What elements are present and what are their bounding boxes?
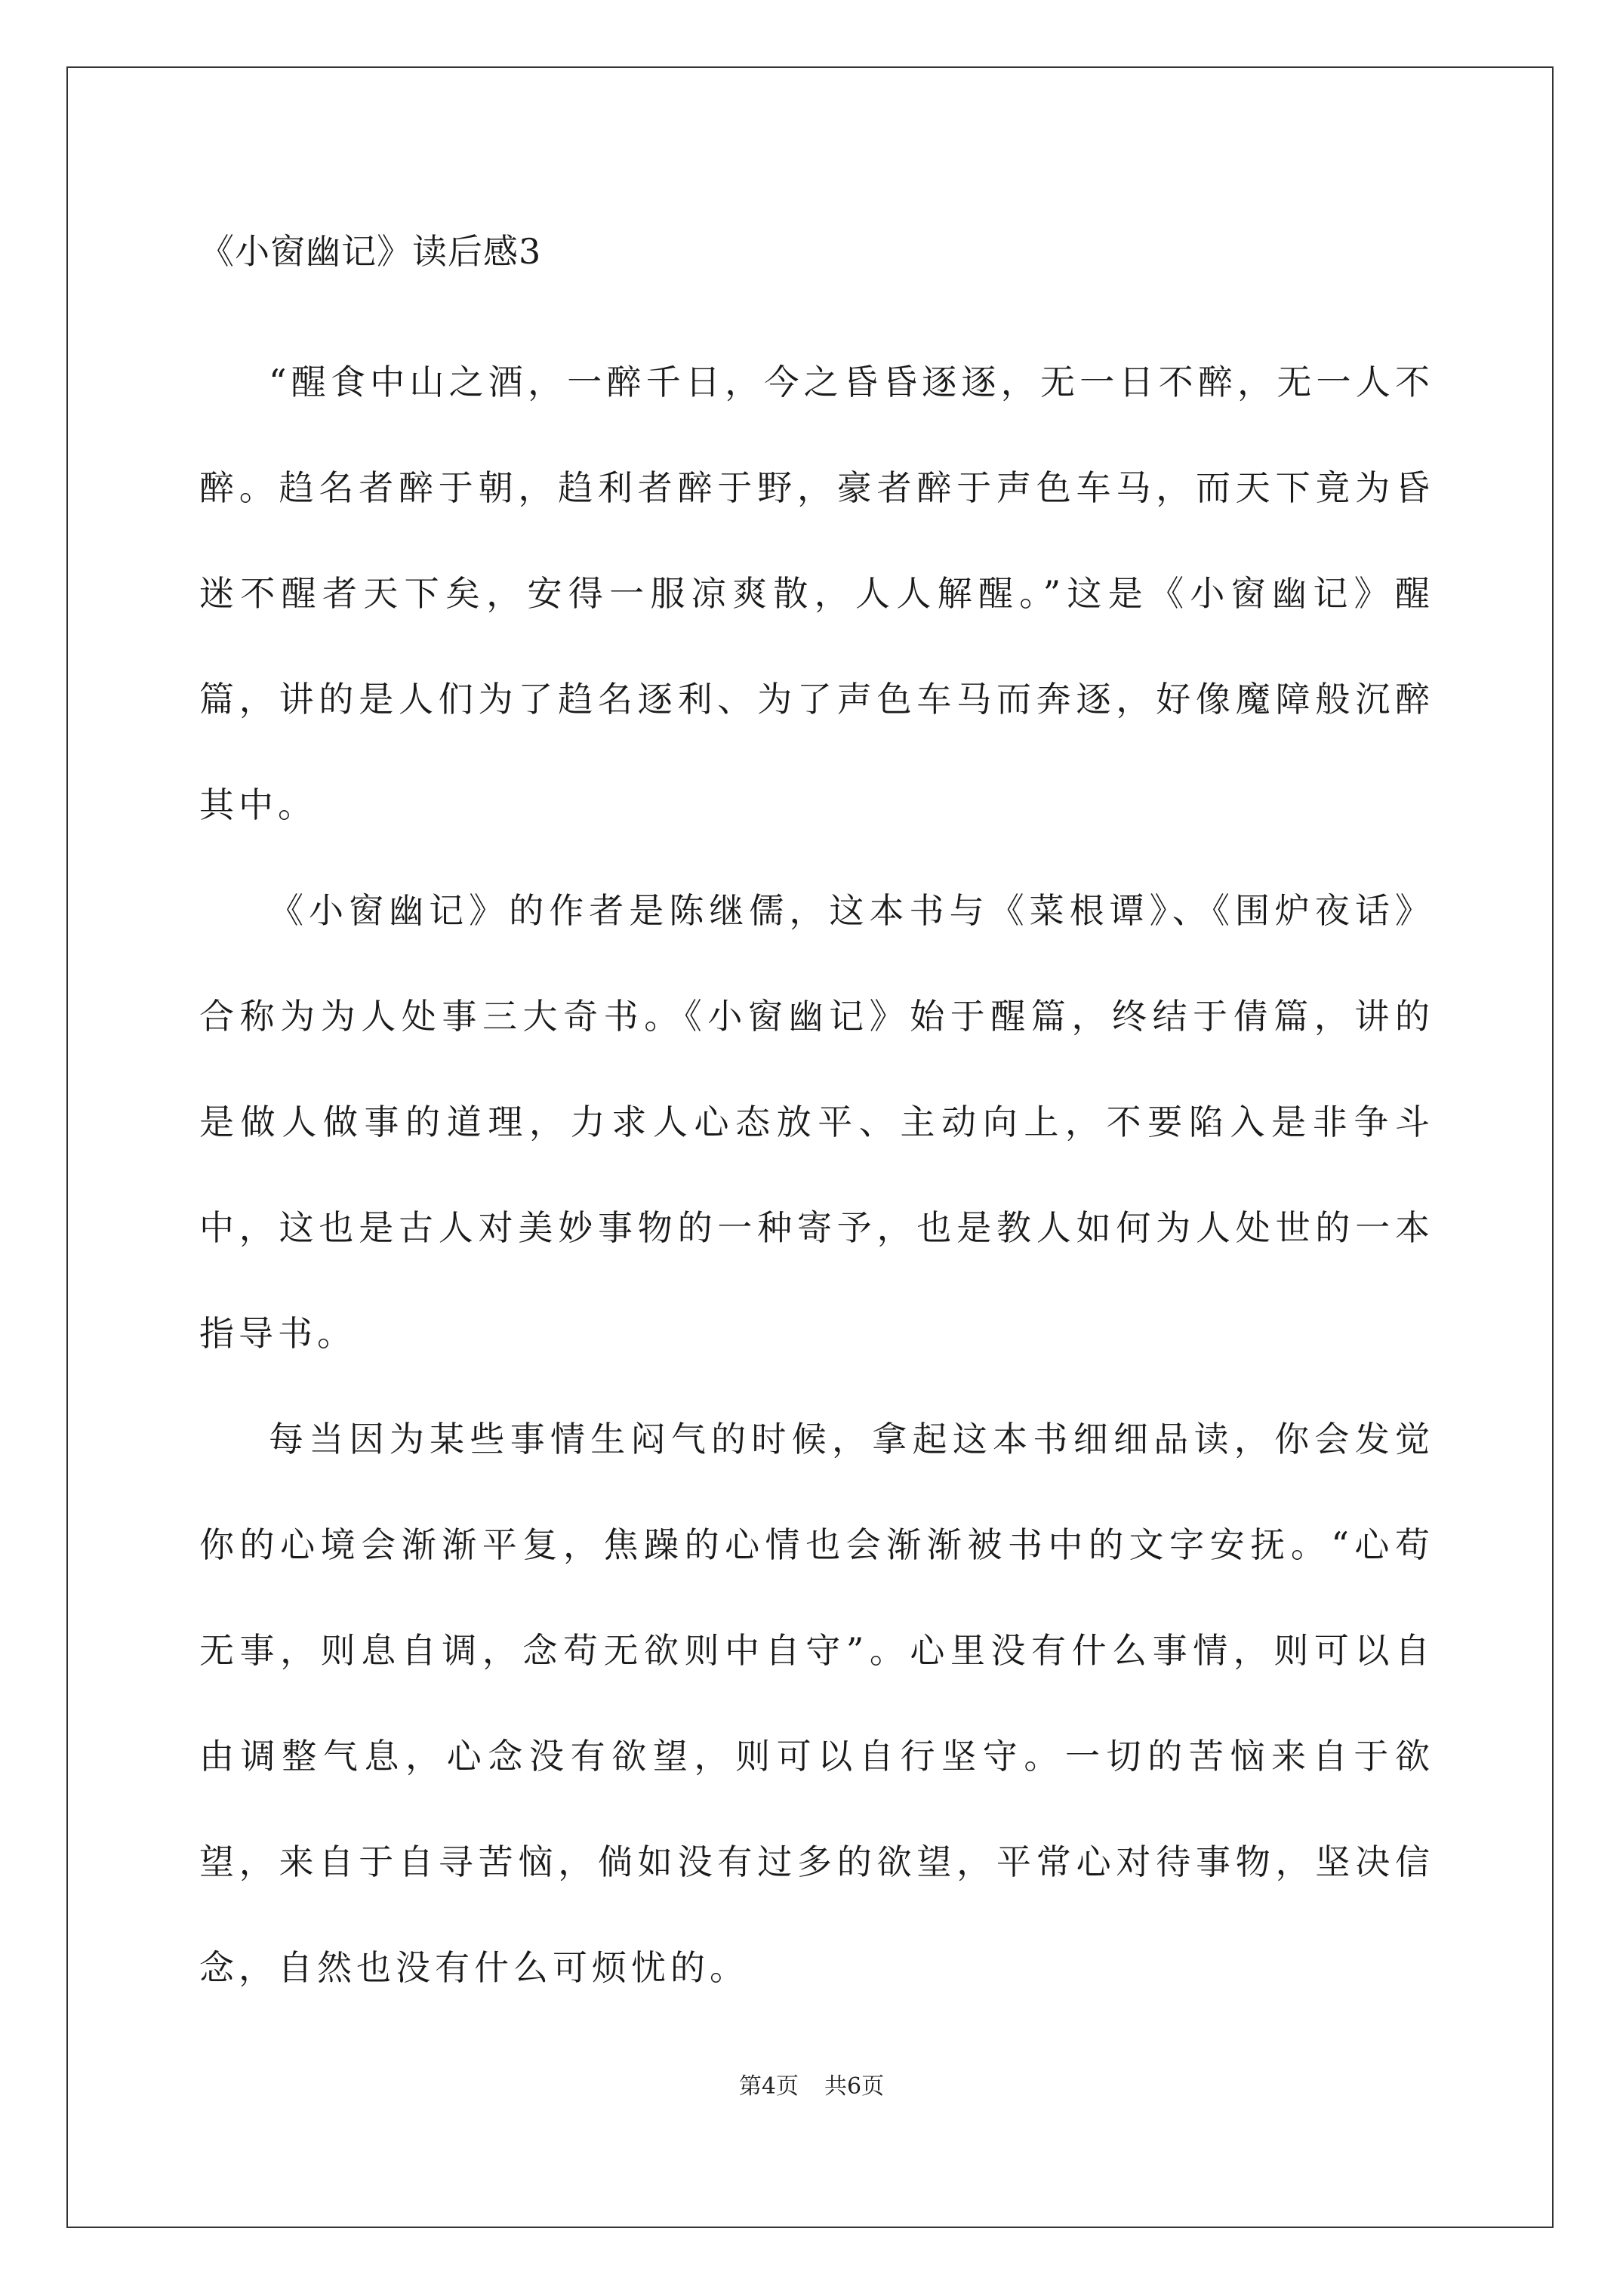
paragraph-1: “醒食中山之酒，一醉千日，今之昏昏逐逐，无一日不醉，无一人不醉。趋名者醉于朝，趋利者醉于野，豪者醉于声色车马，而天下竟为昏迷不醒者天下矣，安得一服凉爽散，人人解醒。”这是《小窗幽记》醒篇，讲的是人们为了趋名逐利、为了声色车马而奔逐，好像魔障般沉醉其中。 [199, 362, 1434, 825]
page-footer [0, 2072, 1623, 2102]
document-title: 《小窗幽记》读后感3 [199, 231, 542, 272]
page-number: 第4页 [738, 2073, 799, 2100]
page-total: 共6页 [824, 2073, 885, 2100]
paragraph-3: 每当因为某些事情生闷气的时候，拿起这本书细细品读，你会发觉你的心境会渐渐平复，焦躁的心情也会渐渐被书中的文字安抚。“心苟无事，则息自调，念苟无欲则中自守”。心里没有什么事情，则可以自由调整气息，心念没有欲望，则可以自行坚守。一切的苦恼来自于欲望，来自于自寻苦恼，倘如没有过多的欲望，平常心对待事物，坚决信念，自然也没有什么可烦忧的。 [199, 1419, 1434, 1988]
paragraph-2: 《小窗幽记》的作者是陈继儒，这本书与《菜根谭》、《围炉夜话》合称为为人处事三大奇书。《小窗幽记》始于醒篇，终结于倩篇，讲的是做人做事的道理，力求人心态放平、主动向上，不要陷入是非争斗中，这也是古人对美妙事物的一种寄予，也是教人如何为人处世的一本指导书。 [199, 890, 1434, 1354]
document-body [199, 223, 1434, 2020]
